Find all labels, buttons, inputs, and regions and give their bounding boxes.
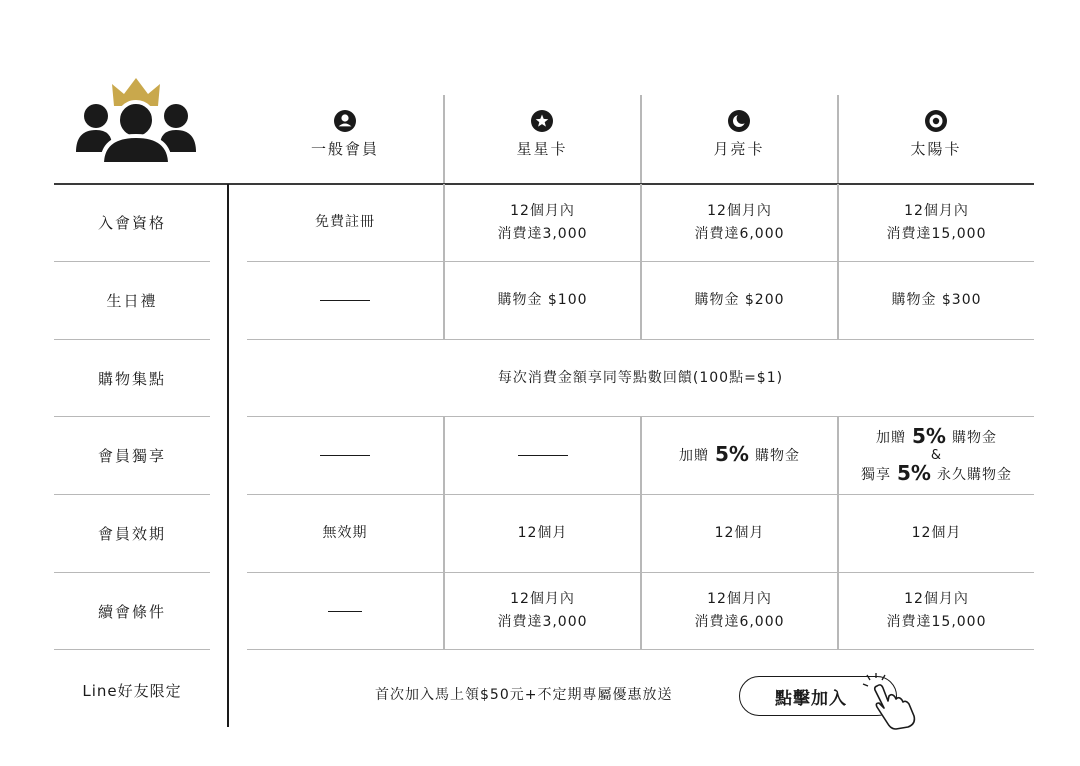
- row-label-qualification: 入會資格: [97, 214, 166, 232]
- cell-renewal-sun: [839, 573, 1034, 649]
- cell-text: 12個月內: [707, 202, 772, 219]
- cell-text: 消費達15,000: [886, 614, 987, 630]
- cell-qualification-moon: [642, 184, 837, 261]
- cell-exclusive-moon: [642, 417, 837, 494]
- tier-header-star: [444, 110, 640, 159]
- cell-validity-general: [247, 495, 443, 572]
- moon-circle-icon: [728, 110, 750, 132]
- cell-qualification-sun: [839, 184, 1034, 261]
- cell-qualification-general: [247, 184, 443, 261]
- cell-text: 12個月: [911, 525, 962, 541]
- tier-name: 一般會員: [310, 140, 379, 158]
- cell-renewal-general: [247, 573, 443, 649]
- cell-exclusive-general: [247, 417, 443, 494]
- cell-qualification-star: [445, 184, 640, 261]
- tier-header-general: [247, 110, 443, 159]
- members-crown-logo: [72, 72, 200, 168]
- cell-exclusive-star: [445, 417, 640, 494]
- cell-text: 購物金 $300: [891, 292, 982, 308]
- cell-text: 每次消費金額享同等點數回饋(100點=$1): [497, 369, 784, 386]
- tier-name: 星星卡: [516, 140, 568, 158]
- cell-text: 免費註冊: [315, 214, 375, 230]
- tier-header-moon: [641, 110, 837, 159]
- cell-text: 12個月內: [707, 591, 772, 607]
- row-label-exclusive: 會員獨享: [97, 447, 166, 465]
- column-divider: [443, 95, 445, 183]
- cell-text: 12個月內: [904, 202, 969, 219]
- bonus-line: [861, 460, 1012, 486]
- cell-validity-moon: [642, 495, 837, 572]
- sun-circle-icon: [925, 110, 947, 132]
- not-applicable-dash: [320, 300, 370, 301]
- row-label-birthday: 生日禮: [106, 292, 158, 310]
- bonus-line: [876, 423, 997, 449]
- cell-exclusive-sun: [839, 417, 1034, 494]
- tier-name: 太陽卡: [910, 140, 962, 158]
- cell-validity-star: [445, 495, 640, 572]
- row-label-points: 購物集點: [97, 369, 166, 388]
- cell-text: 購物金: [754, 448, 800, 464]
- not-applicable-dash: [328, 611, 362, 612]
- tap-hand-icon: [858, 672, 922, 730]
- cell-text: 無效期: [322, 525, 368, 541]
- bonus-percent: 5%: [897, 460, 931, 485]
- cell-text: 購物金: [951, 429, 997, 446]
- cell-text: 12個月內: [510, 202, 575, 219]
- cell-renewal-star: [445, 573, 640, 649]
- row-label-validity: 會員效期: [97, 525, 166, 543]
- user-circle-icon: [334, 110, 356, 132]
- not-applicable-dash: [320, 455, 370, 456]
- not-applicable-dash: [518, 455, 568, 456]
- column-divider: [640, 95, 642, 183]
- line-friend-offer-text: 首次加入馬上領$50元+不定期專屬優惠放送: [375, 686, 673, 703]
- tier-name: 月亮卡: [713, 140, 765, 158]
- cell-text: 12個月: [517, 525, 568, 541]
- cell-validity-sun: [839, 495, 1034, 572]
- cell-text: 12個月內: [904, 591, 969, 607]
- cell-birthday-sun: [839, 262, 1034, 339]
- label-column-divider: [227, 184, 229, 727]
- cell-birthday-star: [445, 262, 640, 339]
- cell-text: 消費達6,000: [694, 614, 785, 630]
- bonus-line: [679, 443, 800, 468]
- cell-text: 消費達6,000: [694, 225, 785, 242]
- row-label-renewal: 續會條件: [97, 602, 166, 621]
- bonus-percent: 5%: [912, 423, 946, 448]
- join-button-label: 點擊加入: [775, 688, 847, 709]
- cell-text: 永久購物金: [936, 466, 1012, 483]
- row-divider: [247, 649, 1034, 650]
- cell-text: 消費達15,000: [886, 225, 987, 242]
- cell-birthday-moon: [642, 262, 837, 339]
- cell-renewal-moon: [642, 573, 837, 649]
- cell-text: 獨享: [861, 466, 892, 483]
- cell-text: 消費達3,000: [497, 225, 588, 242]
- cell-text: 消費達3,000: [497, 614, 588, 630]
- row-label-line-friend: Line好友限定: [82, 681, 182, 700]
- cell-text: 加贈: [876, 429, 907, 446]
- ampersand: &: [930, 447, 943, 463]
- cell-text: 購物金 $200: [694, 292, 785, 308]
- cell-birthday-general: [247, 262, 443, 339]
- column-divider: [837, 95, 839, 183]
- cell-text: 12個月內: [510, 591, 575, 607]
- cell-text: 12個月: [714, 525, 765, 541]
- tier-header-sun: [838, 110, 1034, 159]
- star-circle-icon: [531, 110, 553, 132]
- cell-text: 購物金 $100: [497, 292, 588, 308]
- cell-points-all: [247, 340, 1034, 416]
- bonus-percent: 5%: [715, 442, 749, 466]
- cell-text: 加贈: [679, 448, 710, 464]
